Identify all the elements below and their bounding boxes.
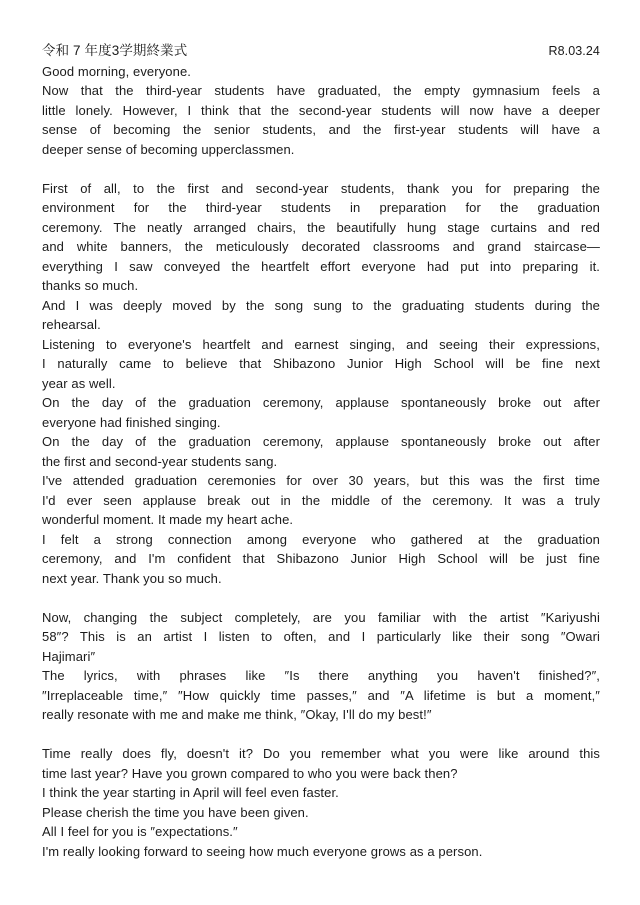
text-line: ceremony. The neatly arranged chairs, the beautifully hung stage curtains and red bbox=[42, 219, 600, 235]
text-line: I've attended graduation ceremonies for over 30 years, but this was the first time bbox=[42, 473, 600, 488]
text-line: sense of becoming the senior students, and the first-year students will have a bbox=[42, 122, 600, 137]
text-line: Please cherish the time you have been given. bbox=[42, 804, 309, 820]
text-line: On the day of the graduation ceremony, applause spontaneously broke out after bbox=[42, 395, 600, 410]
text-line: really resonate with me and make me think, ″Okay, I'll do my best!″ bbox=[42, 707, 432, 722]
text-line: ceremony, and I'm confident that Shibazono Junior High School will be just fine bbox=[42, 551, 600, 566]
text-line: And I was deeply moved by the song sung to the graduating students during the bbox=[42, 297, 600, 313]
text-line: deeper sense of becoming upperclassmen. bbox=[42, 141, 295, 157]
text-line: All I feel for you is ″expectations.″ bbox=[42, 824, 238, 839]
text-line: year as well. bbox=[42, 375, 116, 391]
text-line: I think the year starting in April will feel even faster. bbox=[42, 785, 339, 800]
document-title: 令和 7 年度3学期終業式 bbox=[42, 43, 188, 58]
text-line: Now, changing the subject completely, are you familiar with the artist ″Kariyushi bbox=[42, 609, 600, 625]
text-line: and white banners, the meticulously decorated classrooms and grand staircase— bbox=[42, 239, 600, 254]
text-line: next year. Thank you so much. bbox=[42, 570, 222, 586]
text-line: Time really does fly, doesn't it? Do you remember what you were like around this bbox=[42, 746, 600, 761]
document-body bbox=[42, 62, 600, 862]
text-line: First of all, to the first and second-year students, thank you for preparing the bbox=[42, 180, 600, 196]
document-date: R8.03.24 bbox=[548, 44, 600, 58]
text-line: ″Irreplaceable time,″ ″How quickly time passes,″ and ″A lifetime is but a moment,″ bbox=[42, 687, 600, 703]
text-line: time last year? Have you grown compared to who you were back then? bbox=[42, 765, 458, 781]
text-line bbox=[42, 588, 600, 608]
text-line bbox=[42, 725, 600, 745]
text-line: Good morning, everyone. bbox=[42, 63, 191, 79]
text-line bbox=[42, 159, 600, 179]
text-line: the first and second-year students sang. bbox=[42, 453, 278, 469]
text-line: I'd ever seen applause break out in the middle of the ceremony. It was a truly bbox=[42, 492, 600, 508]
text-line: thanks so much. bbox=[42, 278, 139, 293]
text-line: Now that the third-year students have graduated, the empty gymnasium feels a bbox=[42, 83, 600, 98]
text-line: Listening to everyone's heartfelt and earnest singing, and seeing their expressions, bbox=[42, 336, 600, 352]
text-line: everyone had finished singing. bbox=[42, 414, 221, 430]
text-line: I'm really looking forward to seeing how much everyone grows as a person. bbox=[42, 843, 483, 859]
text-line: wonderful moment. It made my heart ache. bbox=[42, 512, 294, 527]
text-line: 58″? This is an artist I listen to often, and I particularly like their song ″Owari bbox=[42, 629, 600, 644]
text-line: On the day of the graduation ceremony, applause spontaneously broke out after bbox=[42, 434, 600, 449]
text-line: rehearsal. bbox=[42, 317, 101, 332]
document-header bbox=[42, 41, 600, 62]
text-line: environment for the third-year students in preparation for the graduation bbox=[42, 200, 600, 215]
text-line: little lonely. However, I think that the second-year students will now have a deeper bbox=[42, 102, 600, 118]
text-line: I naturally came to believe that Shibazono Junior High School will be fine next bbox=[42, 356, 600, 371]
text-line: Hajimari″ bbox=[42, 648, 96, 664]
text-line: The lyrics, with phrases like ″Is there anything you haven't finished?″, bbox=[42, 668, 600, 683]
text-line: I felt a strong connection among everyone who gathered at the graduation bbox=[42, 531, 600, 547]
text-line: everything I saw conveyed the heartfelt effort everyone had put into preparing it. bbox=[42, 258, 600, 274]
